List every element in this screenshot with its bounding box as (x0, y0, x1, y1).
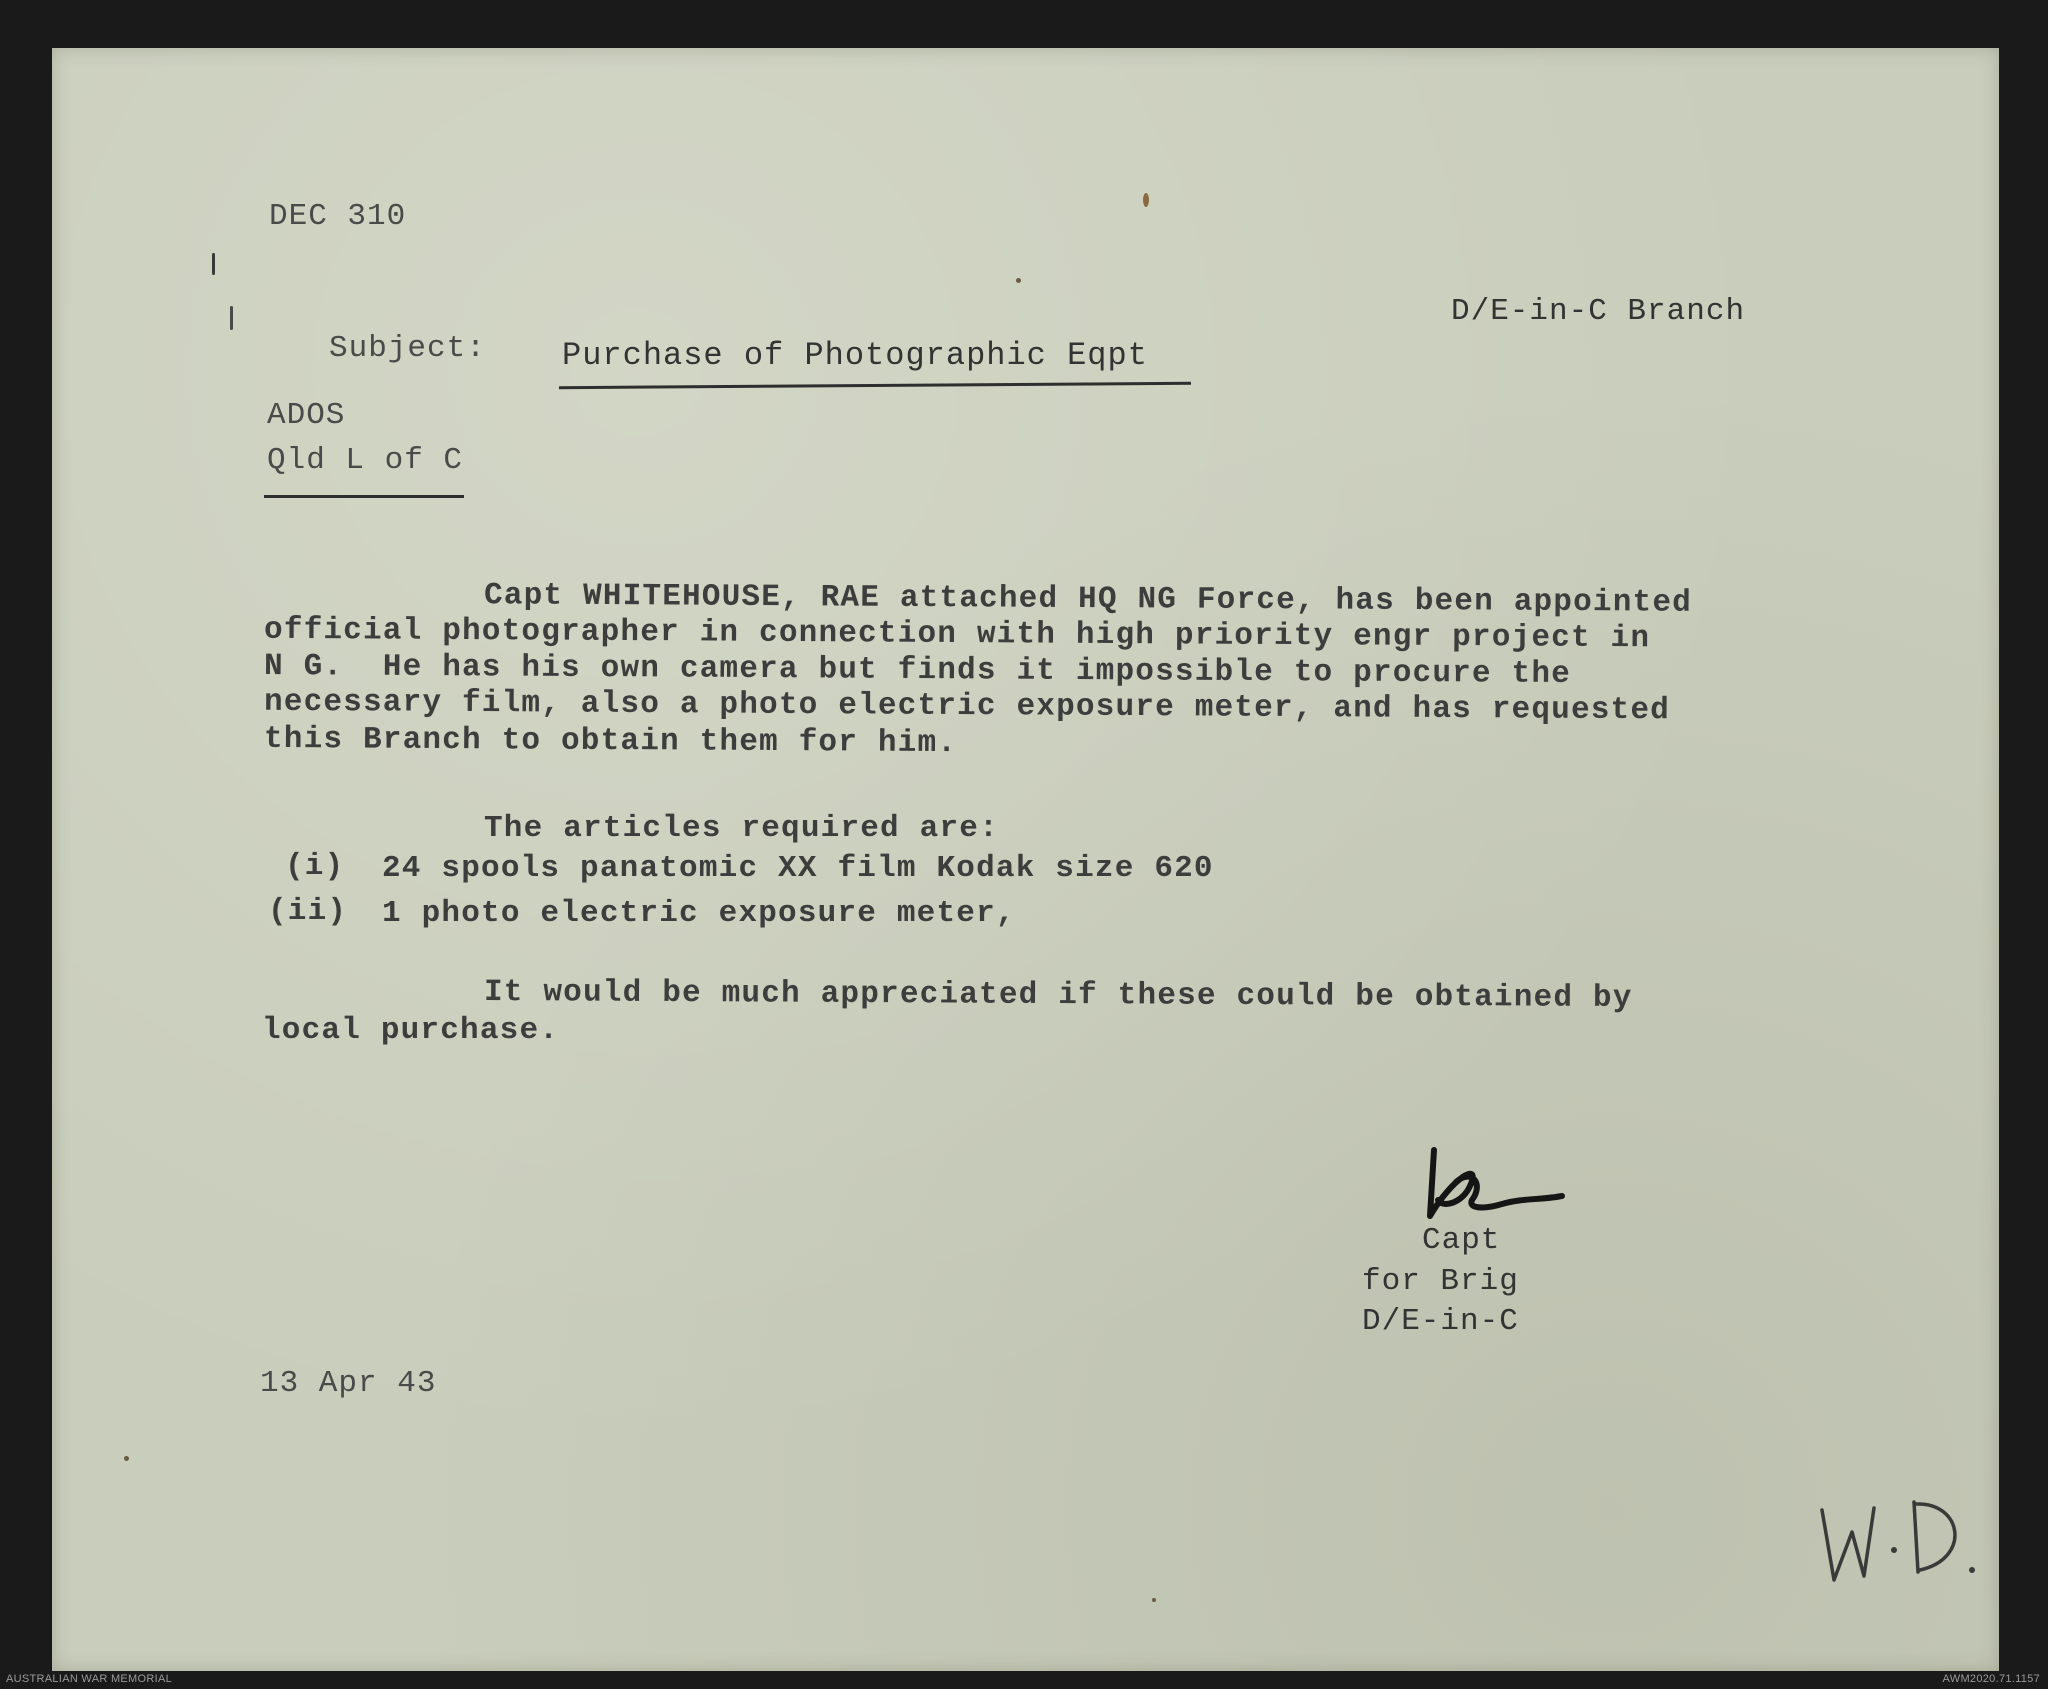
articles-intro: The articles required are: (484, 811, 999, 846)
signature-title: D/E-in-C (1362, 1304, 1519, 1339)
article-2-num: (ii) (268, 894, 348, 929)
paper-speck (1016, 278, 1021, 283)
subject-label: Subject: (329, 331, 486, 366)
signature-for: for Brig (1362, 1264, 1519, 1299)
signature-initials-mark (1412, 1138, 1592, 1228)
addressee-line-1: ADOS (267, 398, 346, 433)
document-date: 13 Apr 43 (260, 1366, 437, 1401)
annotation-wd-mark (1812, 1488, 2002, 1598)
paper-speck (1143, 193, 1149, 207)
paper-mark (230, 306, 233, 330)
body-para2-line-1: It would be much appreciated if these could be obtained by (483, 974, 1633, 1017)
body-para1-line-5: this Branch to obtain them for him. (263, 721, 958, 762)
signature-rank: Capt (1422, 1223, 1501, 1258)
paper-mark (212, 253, 215, 275)
footer-accession: AWM2020.71.1157 (1942, 1673, 2040, 1685)
body-para1-line-4: necessary film, also a photo electric exposure meter, and has requested (263, 684, 1671, 729)
body-para1-line-3: N G. He has his own camera but finds it impossible to procure the (263, 649, 1572, 692)
body-para1-line-2: official photographer in connection with high priority engr project in (263, 612, 1651, 657)
branch-name: D/E-in-C Branch (1451, 294, 1746, 329)
subject-text: Purchase of Photographic Eqpt (562, 337, 1148, 374)
article-1-text: 24 spools panatomic XX film Kodak size 620 (382, 851, 1214, 886)
article-2-text: 1 photo electric exposure meter, (382, 896, 1016, 931)
body-para2-line-2: local purchase. (262, 1013, 560, 1048)
document-ref: DEC 310 (269, 199, 407, 234)
document-page (52, 48, 1999, 1671)
addressee-line-2: Qld L of C (267, 443, 464, 478)
paper-speck (124, 1456, 129, 1461)
article-1-num: (i) (285, 849, 345, 884)
footer-source: AUSTRALIAN WAR MEMORIAL (6, 1673, 173, 1685)
body-para1-line-1: Capt WHITEHOUSE, RAE attached HQ NG Force, has been appointed (483, 578, 1693, 621)
subject-underline (559, 382, 1191, 389)
paper-speck (1152, 1598, 1156, 1602)
addressee-underline (264, 495, 464, 498)
